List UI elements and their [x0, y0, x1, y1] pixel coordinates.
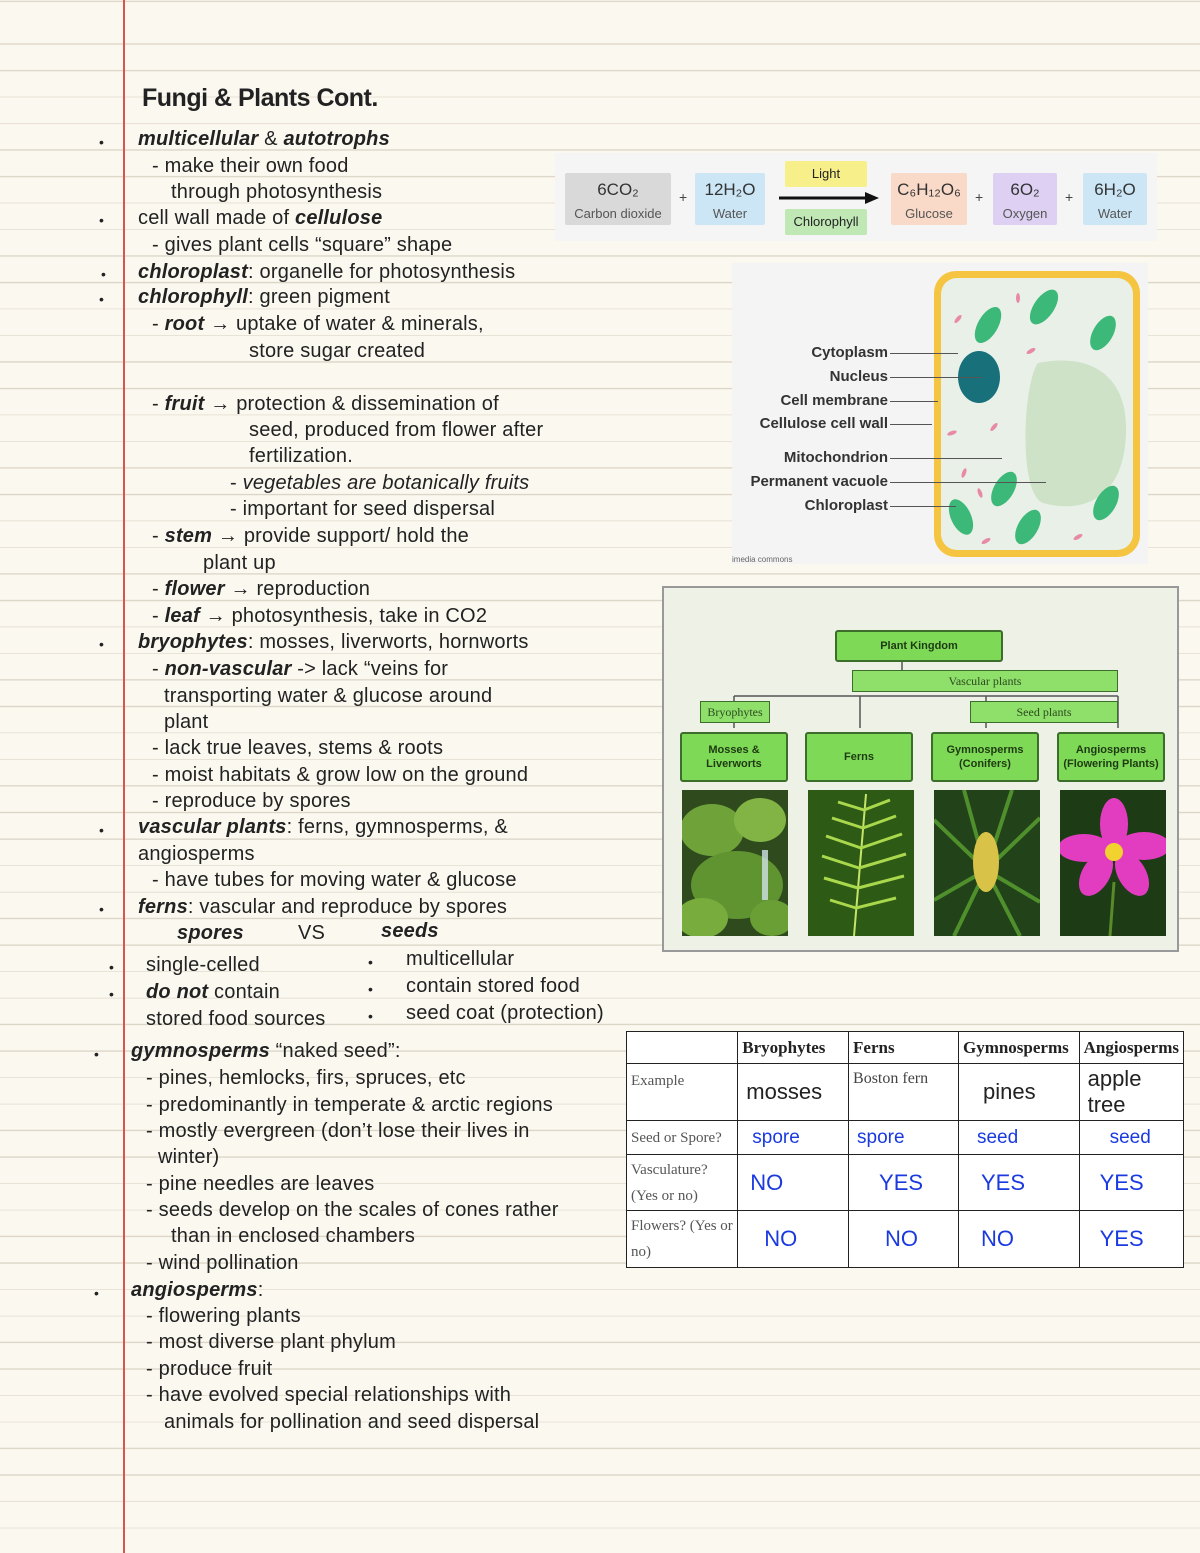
table-row — [627, 1121, 1184, 1155]
note-line: angiosperms — [138, 843, 255, 865]
note-line: - vegetables are botanically fruits — [230, 472, 530, 494]
note-line: - have tubes for moving water & glucose — [152, 869, 517, 891]
table-header: Gymnosperms — [958, 1032, 1079, 1064]
photosynthesis-equation — [555, 153, 1157, 241]
note-line: - pines, hemlocks, firs, spruces, etc — [146, 1067, 466, 1089]
note-line: - most diverse plant phylum — [146, 1331, 396, 1353]
label-mitochondrion: Mitochondrion — [783, 449, 888, 466]
arrow-icon — [779, 191, 881, 205]
table-header: Bryophytes — [738, 1032, 849, 1064]
image-credit: imedia commons — [732, 555, 793, 564]
bullet: • — [109, 959, 114, 975]
plant-cell-illustration — [928, 263, 1148, 564]
label-chloroplast: Chloroplast — [804, 497, 888, 514]
table-cell: NO — [849, 1211, 959, 1268]
plus-sign: + — [1065, 189, 1074, 205]
note-line: - stem → provide support/ hold the — [152, 525, 469, 547]
leader-line — [890, 401, 938, 402]
table-cell: pines — [958, 1064, 1079, 1121]
node-plant-kingdom: Plant Kingdom — [835, 630, 1003, 662]
bullet: • — [99, 822, 104, 838]
label-nucleus: Nucleus — [829, 368, 888, 385]
vs-label: VS — [298, 922, 326, 944]
seeds-heading: seeds — [381, 920, 439, 942]
table-cell: YES — [1079, 1211, 1183, 1268]
note-line: - pine needles are leaves — [146, 1173, 375, 1195]
bar-seed-plants: Seed plants — [970, 701, 1118, 723]
note-line: single-celled — [146, 954, 260, 976]
note-line: winter) — [158, 1146, 220, 1168]
note-line: vascular plants: ferns, gymnosperms, & — [138, 816, 508, 838]
table-header: Ferns — [849, 1032, 959, 1064]
label-vacuole: Permanent vacuole — [750, 473, 888, 490]
note-line: - make their own food — [152, 155, 349, 177]
table-cell: NO — [738, 1155, 849, 1211]
table-row-label: Example — [627, 1064, 738, 1121]
margin-line — [123, 0, 125, 1553]
water-product-box: 6H₂O Water — [1083, 173, 1147, 225]
node-angiosperms: Angiosperms (Flowering Plants) — [1057, 732, 1165, 782]
note-line: - important for seed dispersal — [230, 498, 496, 520]
note-line: ferns: vascular and reproduce by spores — [138, 896, 508, 918]
node-gymnosperms: Gymnosperms (Conifers) — [931, 732, 1039, 782]
moss-photo — [682, 790, 788, 936]
leader-line — [890, 424, 932, 425]
comparison-table — [626, 1031, 1184, 1268]
table-row — [627, 1155, 1184, 1211]
note-line: - predominantly in temperate & arctic regions — [146, 1094, 553, 1116]
note-line: angiosperms: — [131, 1279, 264, 1301]
bullet: • — [368, 1008, 373, 1024]
note-line: multicellular — [406, 948, 515, 970]
leader-line — [890, 506, 956, 507]
note-line: gymnosperms “naked seed”: — [131, 1040, 401, 1062]
node-mosses: Mosses & Liverworts — [680, 732, 788, 782]
table-header-row — [627, 1032, 1184, 1064]
table-header: Angiosperms — [1079, 1032, 1183, 1064]
bar-bryophytes: Bryophytes — [700, 701, 770, 723]
moss-image — [682, 790, 788, 936]
label-cell-wall: Cellulose cell wall — [759, 415, 888, 432]
co2-box: 6CO₂ Carbon dioxide — [565, 173, 671, 225]
table-cell: mosses — [738, 1064, 849, 1121]
note-line: contain stored food — [406, 975, 580, 997]
table-cell: Boston fern — [849, 1064, 959, 1121]
chlorophyll-label: Chlorophyll — [785, 209, 867, 235]
note-line: plant — [164, 711, 209, 733]
note-line: - flowering plants — [146, 1305, 301, 1327]
note-line: - flower → reproduction — [152, 578, 371, 600]
note-line: - have evolved special relationships with — [146, 1384, 512, 1406]
note-line: - leaf → photosynthesis, take in CO2 — [152, 605, 488, 627]
flower-photo — [1060, 790, 1166, 936]
fern-image — [808, 790, 914, 936]
glucose-box: C₆H₁₂O₆ Glucose — [891, 173, 967, 225]
table-row-label: Flowers? (Yes or no) — [627, 1211, 738, 1268]
note-line: - mostly evergreen (don’t lose their lives in — [146, 1120, 530, 1142]
bullet: • — [368, 954, 373, 970]
plus-sign: + — [679, 189, 688, 205]
flower-image — [1060, 790, 1166, 936]
table-cell: YES — [1079, 1155, 1183, 1211]
bullet: • — [99, 134, 104, 150]
bar-vascular-plants: Vascular plants — [852, 670, 1118, 692]
note-line: do not contain — [146, 981, 280, 1003]
spores-heading: spores — [177, 922, 244, 944]
note-line: animals for pollination and seed dispersal — [164, 1411, 540, 1433]
note-line: chloroplast: organelle for photosynthesis — [138, 261, 516, 283]
leader-line — [890, 458, 1002, 459]
note-line: - moist habitats & grow low on the ground — [152, 764, 529, 786]
note-line: multicellular & autotrophs — [138, 128, 390, 150]
light-label: Light — [785, 161, 867, 187]
plant-kingdom-diagram — [662, 586, 1179, 952]
cycad-image — [934, 790, 1040, 936]
table-cell: seed — [958, 1121, 1079, 1155]
note-line: store sugar created — [249, 340, 426, 362]
note-line: through photosynthesis — [171, 181, 383, 203]
table-cell — [627, 1032, 738, 1064]
label-cell-membrane: Cell membrane — [780, 392, 888, 409]
note-line: than in enclosed chambers — [171, 1225, 416, 1247]
table-cell: NO — [958, 1211, 1079, 1268]
table-cell: YES — [849, 1155, 959, 1211]
node-ferns: Ferns — [805, 732, 913, 782]
note-line: - gives plant cells “square” shape — [152, 234, 453, 256]
table-cell: apple tree — [1079, 1064, 1183, 1121]
note-line: cell wall made of cellulose — [138, 207, 383, 229]
table-row-label: Vasculature? (Yes or no) — [627, 1155, 738, 1211]
note-line: seed, produced from flower after — [249, 419, 544, 441]
note-line: - non-vascular -> lack “veins for — [152, 658, 449, 680]
table-cell: NO — [738, 1211, 849, 1268]
note-line: - wind pollination — [146, 1252, 299, 1274]
bullet: • — [109, 986, 114, 1002]
bullet: • — [94, 1046, 99, 1062]
fern-photo — [808, 790, 914, 936]
bullet: • — [101, 266, 106, 282]
note-line: - produce fruit — [146, 1358, 273, 1380]
table-row — [627, 1211, 1184, 1268]
note-line: - fruit → protection & dissemination of — [152, 393, 499, 415]
plus-sign: + — [975, 189, 984, 205]
note-line: fertilization. — [249, 445, 353, 467]
note-line: stored food sources — [146, 1008, 326, 1030]
note-line: - root → uptake of water & minerals, — [152, 313, 484, 335]
note-line: seed coat (protection) — [406, 1002, 604, 1024]
note-line: transporting water & glucose around — [164, 685, 493, 707]
table-row — [627, 1064, 1184, 1121]
cycad-photo — [934, 790, 1040, 936]
bullet: • — [99, 291, 104, 307]
bullet: • — [99, 636, 104, 652]
oxygen-box: 6O₂ Oxygen — [993, 173, 1057, 225]
bullet: • — [94, 1285, 99, 1301]
plant-cell-diagram — [732, 263, 1148, 564]
bullet: • — [99, 212, 104, 228]
page-title: Fungi & Plants Cont. — [142, 84, 378, 112]
label-cytoplasm: Cytoplasm — [811, 344, 888, 361]
note-line: - seeds develop on the scales of cones rather — [146, 1199, 559, 1221]
table-cell: YES — [958, 1155, 1079, 1211]
bullet: • — [99, 901, 104, 917]
table-cell: spore — [738, 1121, 849, 1155]
note-line: - lack true leaves, stems & roots — [152, 737, 444, 759]
table-cell: spore — [849, 1121, 959, 1155]
leader-line — [890, 377, 982, 378]
note-line: chlorophyll: green pigment — [138, 286, 390, 308]
leader-line — [890, 353, 958, 354]
note-line: plant up — [203, 552, 276, 574]
note-line: bryophytes: mosses, liverworts, hornworts — [138, 631, 529, 653]
water-box: 12H₂O Water — [695, 173, 765, 225]
leader-line — [890, 482, 1046, 483]
note-line: - reproduce by spores — [152, 790, 351, 812]
bullet: • — [368, 981, 373, 997]
table-cell: seed — [1079, 1121, 1183, 1155]
table-row-label: Seed or Spore? — [627, 1121, 738, 1155]
